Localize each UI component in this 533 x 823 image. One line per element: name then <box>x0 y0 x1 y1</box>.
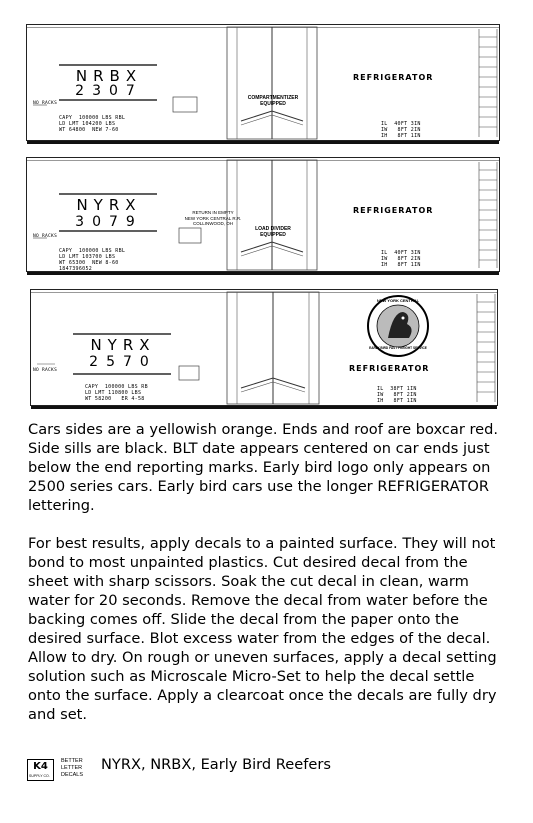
no-racks-label: NO RACKS <box>33 101 58 106</box>
reporting-marks: NYRX <box>76 196 142 214</box>
capacity-stencils: CAPY 100000 LBS RBL LD LMT 103700 LBS WT 65300 NEW 8-60 1847396052 <box>59 248 126 272</box>
reporting-marks: NRBX <box>75 67 143 85</box>
no-racks-label: NO RACKS <box>33 234 58 239</box>
k4-logo-sub: SUPPLY CO. <box>29 774 50 778</box>
refrigerator-lettering: REFRIGERATOR <box>349 364 430 373</box>
dimension-stencils: IL 38FT 1IN IW 8FT 2IN IH 8FT 1IN <box>377 386 417 404</box>
no-racks-label: NO RACKS <box>33 368 58 373</box>
refrigerator-lettering: REFRIGERATOR <box>353 73 434 82</box>
refrigerator-lettering: REFRIGERATOR <box>353 206 434 215</box>
application-instructions-text: For best results, apply decals to a painted surface. They will not bond to most unpainted plastics. Cut desired decal from the sheet with sharp scissors. Soak the cut decal in clean, warm water for 20 seconds. Remove the decal from water before the backing comes off. Slide the decal from the paper onto the desired surface. Blot excess water from the edges of the decal. Allow to dry. On rough or uneven surfaces, apply a decal setting solution such as Microscale Micro-Set to help the decal settle onto the surface. Apply a clearcoat once the decals are fully dry and set. <box>28 535 497 723</box>
side-sill <box>27 141 499 144</box>
logo-ring-text: NEW YORK CENTRAL <box>376 298 420 303</box>
car-number: 3079 <box>75 214 143 230</box>
k4-logo-mark: K4 <box>27 759 54 781</box>
dimension-stencils: IL 40FT 3IN IW 8FT 2IN IH 8FT 1IN <box>381 250 421 268</box>
reporting-marks: NYRX <box>90 336 156 354</box>
better-letter-decals-text: BETTER LETTER DECALS <box>61 758 84 778</box>
car-side-nyrx-2570 <box>30 289 498 406</box>
dimension-stencils: IL 40FT 3IN IW 8FT 2IN IH 8FT 1IN <box>381 121 421 139</box>
car-number: 2307 <box>75 83 143 99</box>
logo-lower-text: EARLY BIRD FAST FREIGHT SERVICE <box>369 346 427 350</box>
color-notes-text: Cars sides are a yellowish orange. Ends and roof are boxcar red. Side sills are black. BLT date appears centered on car ends just below the end reporting marks. Early bird logo only appears on 2500 series cars. Early bird cars use the longer REFRIGERATOR lettering. <box>28 421 499 514</box>
capacity-stencils: CAPY 100000 LBS RBL LD LMT 104200 LBS WT 64800 NEW 7-60 <box>59 115 126 133</box>
side-sill <box>31 406 497 409</box>
door-notice: LOAD DIVIDER EQUIPPED <box>255 226 291 238</box>
capacity-stencils: CAPY 100000 LBS RB LD LMT 110800 LBS WT 58200 ER 4-58 <box>85 384 148 402</box>
return-notice: RETURN IN EMPTY NEW YORK CENTRAL R.R. COLLINWOOD, OH <box>184 210 242 226</box>
sheet-title: NYRX, NRBX, Early Bird Reefers <box>101 756 331 773</box>
car-number: 2570 <box>89 354 157 370</box>
color-notes <box>28 420 506 515</box>
application-instructions <box>28 534 506 724</box>
car-side-nrbx-2307 <box>26 24 500 141</box>
door-notice: COMPARTMENTIZER EQUIPPED <box>247 95 299 107</box>
car-side-nyrx-3079 <box>26 157 500 272</box>
side-sill <box>27 272 499 275</box>
